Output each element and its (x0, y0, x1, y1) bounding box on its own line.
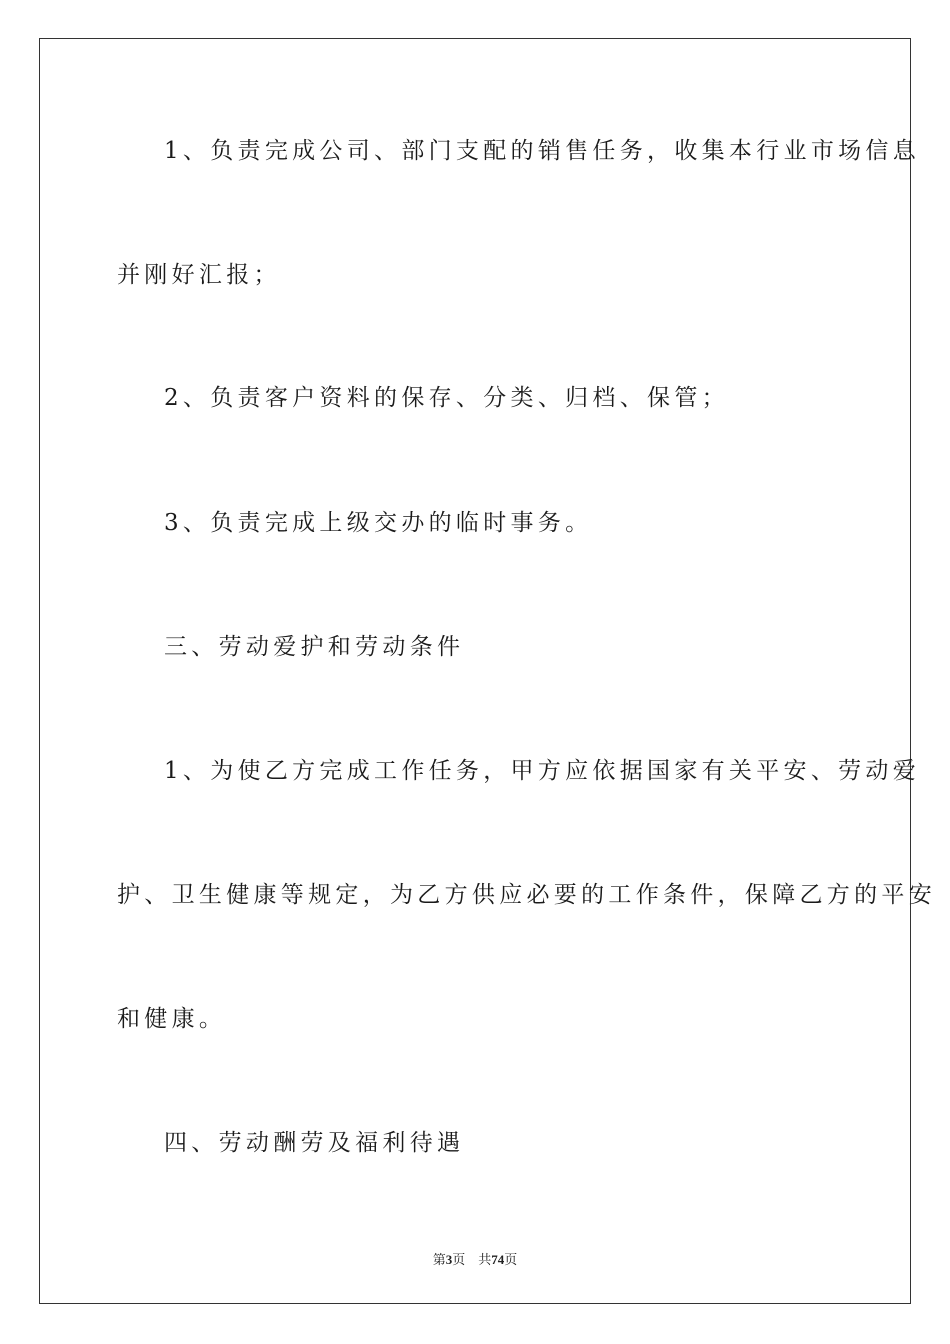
total-prefix: 共 (478, 1252, 492, 1267)
paragraph-line: 1、为使乙方完成工作任务，甲方应依据国家有关平安、劳动爱 (164, 758, 921, 784)
paragraph-line: 护、卫生健康等规定，为乙方供应必要的工作条件，保障乙方的平安 (117, 882, 936, 908)
paragraph-line: 2、负责客户资料的保存、分类、归档、保管； (164, 385, 729, 411)
paragraph-line: 3、负责完成上级交办的临时事务。 (164, 510, 593, 536)
page-suffix: 页 (452, 1252, 466, 1267)
page-prefix: 第 (432, 1252, 446, 1267)
section-heading: 四、劳动酬劳及福利待遇 (164, 1130, 465, 1156)
section-heading: 三、劳动爱护和劳动条件 (164, 634, 465, 660)
page-footer (0, 1249, 950, 1268)
total-suffix: 页 (504, 1252, 518, 1267)
paragraph-line: 和健康。 (117, 1006, 227, 1032)
paragraph-line: 并刚好汇报； (117, 262, 281, 288)
total-pages: 74 (491, 1252, 505, 1267)
paragraph-line: 1、负责完成公司、部门支配的销售任务，收集本行业市场信息 (164, 138, 921, 164)
page-number: 3 (445, 1252, 453, 1267)
page-border (39, 38, 911, 1304)
